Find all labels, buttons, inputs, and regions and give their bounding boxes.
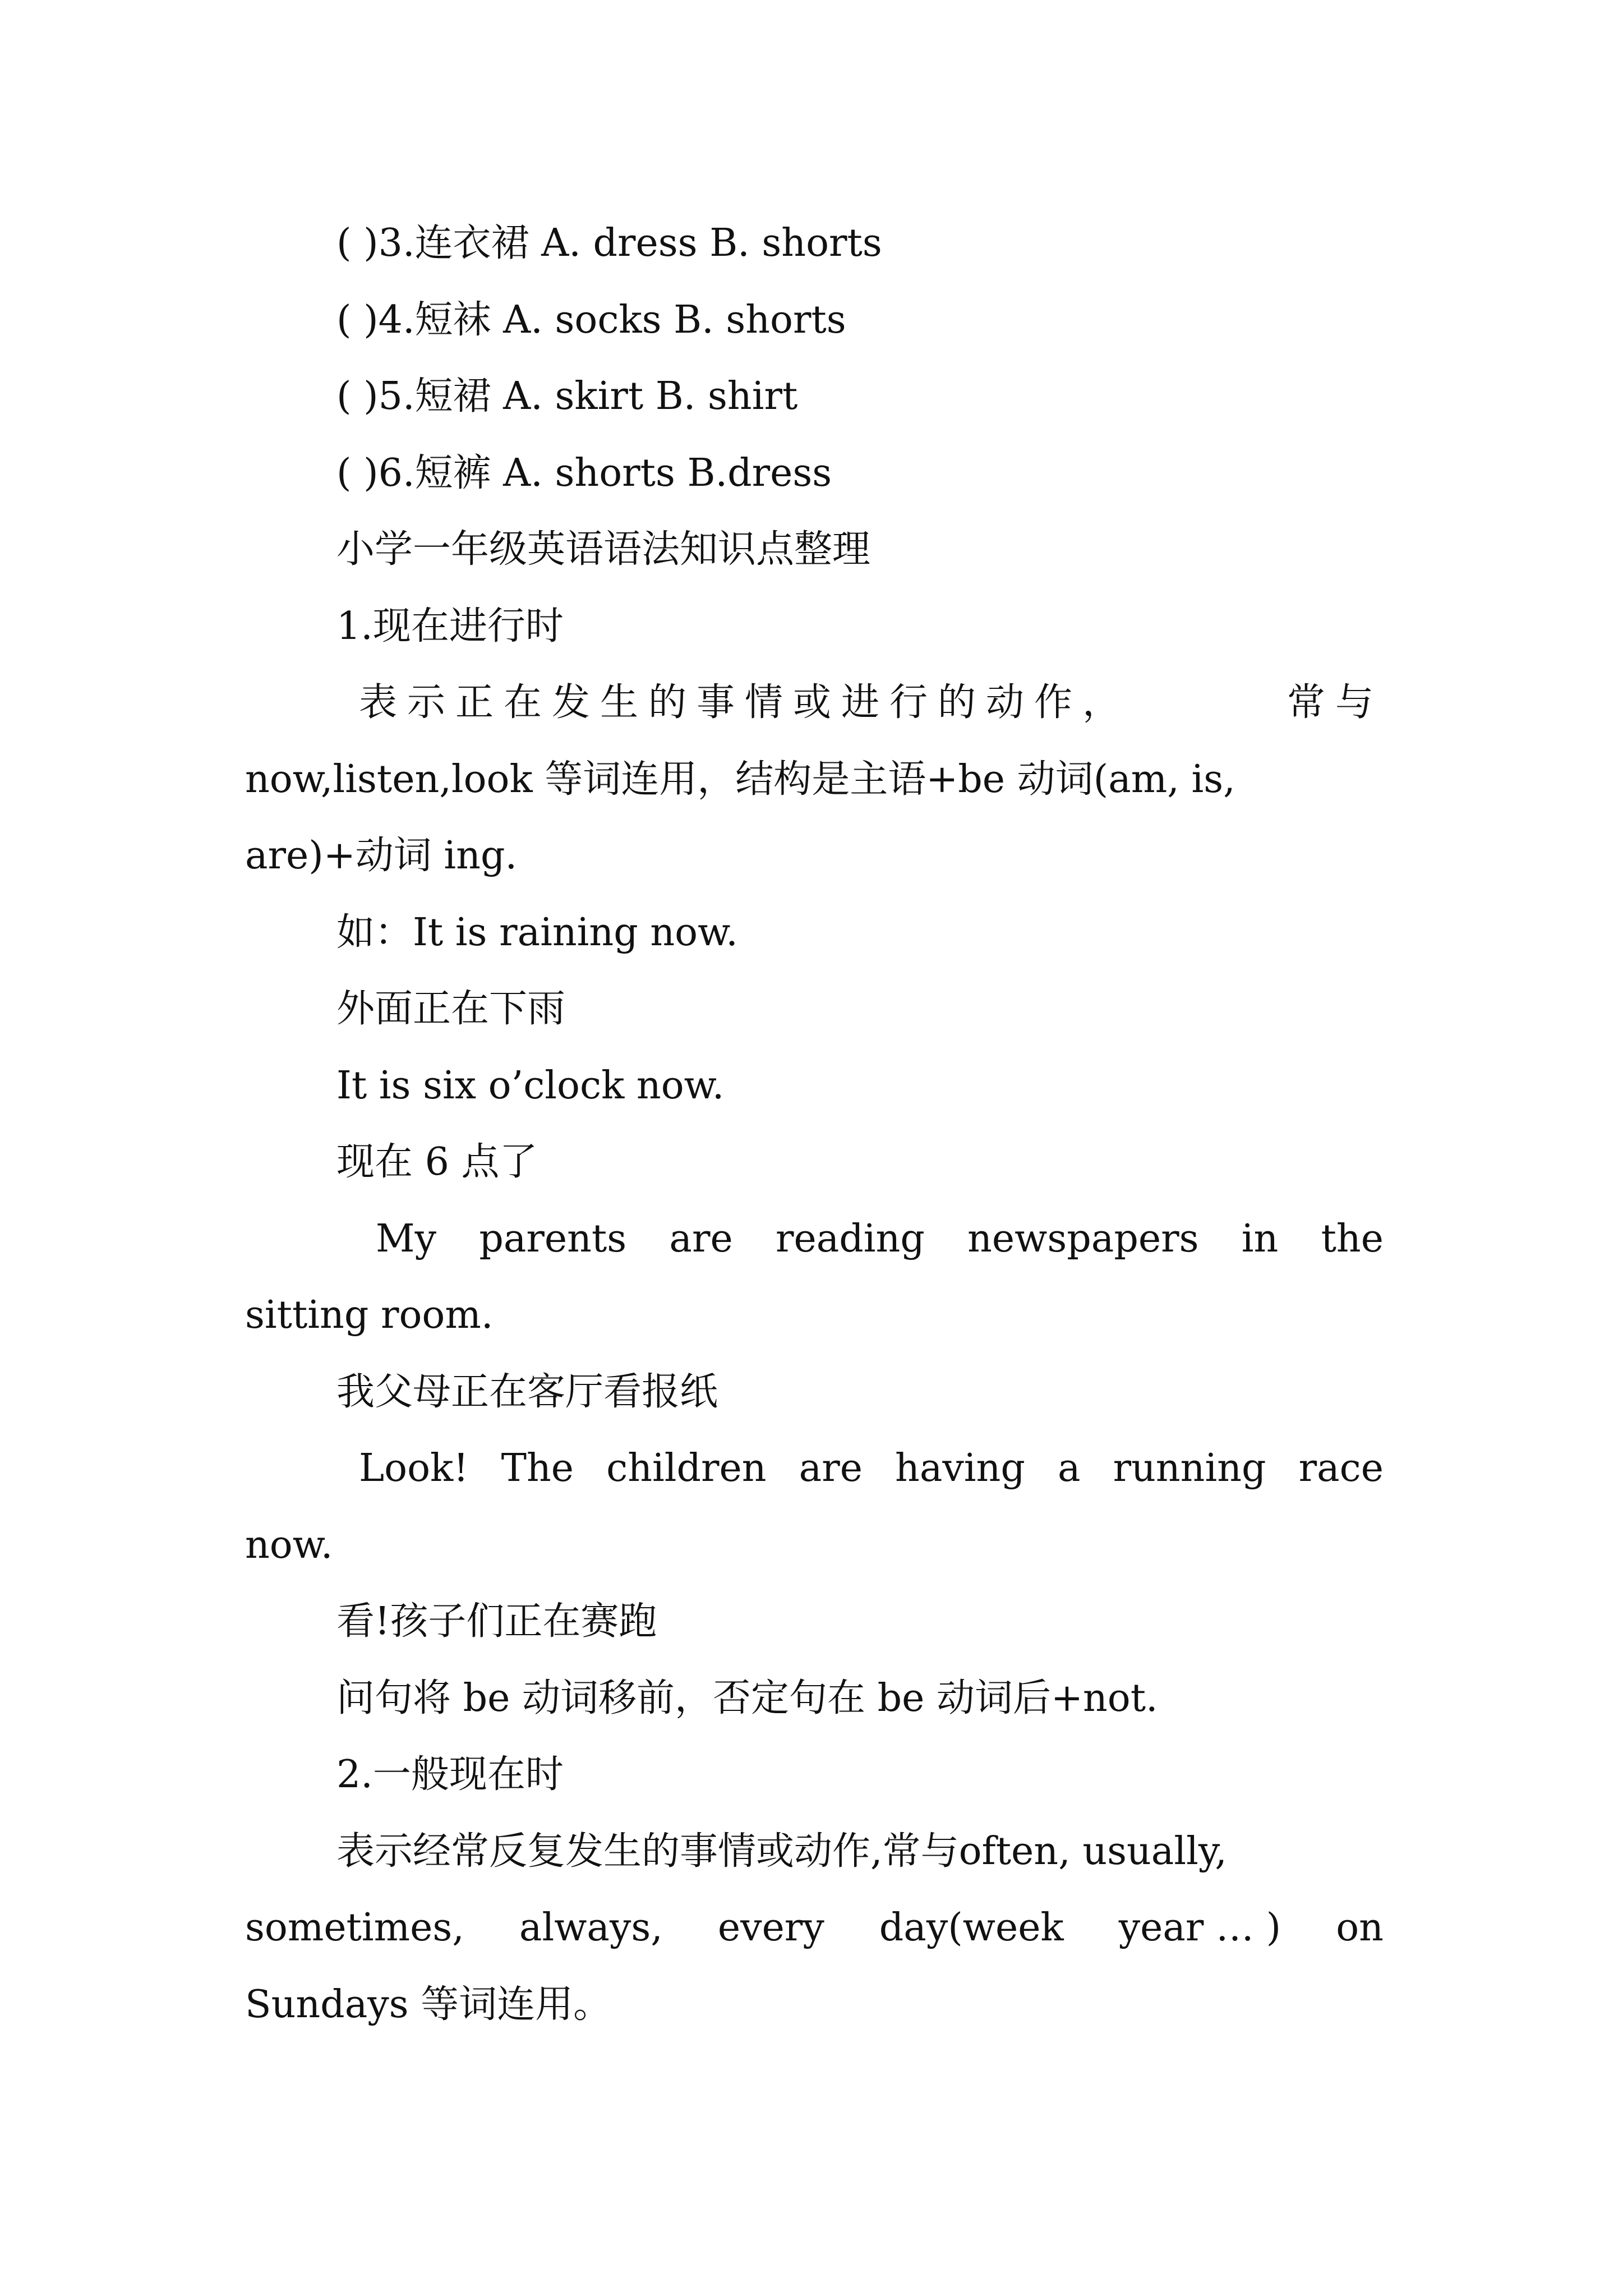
example-4-word: running — [1113, 1446, 1266, 1490]
quiz-item-3: ( )3.连衣裙 A. dress B. shorts — [336, 221, 882, 265]
example-4-word: Look! — [359, 1446, 469, 1490]
desc-word: always, — [519, 1906, 663, 1950]
present-continuous-desc-line-2: now,listen,look 等词连用，结构是主语+be 动词(am, is, — [245, 757, 1235, 802]
example-4-word: race — [1298, 1446, 1384, 1490]
simple-present-desc-line-3: Sundays 等词连用。 — [245, 1982, 612, 2027]
simple-present-desc-line-2 — [245, 1906, 1384, 1950]
heading-present-continuous: 1.现在进行时 — [336, 604, 564, 648]
example-3-line-2: sitting room. — [245, 1293, 494, 1337]
desc-word: day(week — [879, 1906, 1064, 1950]
example-1-translation: 外面正在下雨 — [336, 987, 566, 1031]
example-3-word: reading — [775, 1217, 925, 1261]
quiz-item-4: ( )4.短袜 A. socks B. shorts — [336, 298, 846, 342]
example-3-word: are — [669, 1217, 733, 1261]
example-3-word: the — [1321, 1217, 1384, 1261]
example-4-line-1 — [359, 1446, 1384, 1490]
desc-line-1-tail: 常与 — [1287, 680, 1384, 725]
example-2: It is six o’clock now. — [336, 1064, 725, 1108]
example-4-word: having — [895, 1446, 1025, 1490]
section-title: 小学一年级英语语法知识点整理 — [336, 527, 871, 572]
desc-word: sometimes, — [245, 1906, 464, 1950]
desc-word: every — [717, 1906, 824, 1950]
example-4-word: a — [1057, 1446, 1081, 1490]
simple-present-desc-line-1: 表示经常反复发生的事情或动作,常与often, usually, — [336, 1829, 1227, 1874]
present-continuous-desc-line-1 — [359, 680, 1384, 725]
question-negation-note: 问句将 be 动词移前，否定句在 be 动词后+not. — [336, 1676, 1158, 1720]
example-3-word: in — [1241, 1217, 1279, 1261]
quiz-item-5: ( )5.短裙 A. skirt B. shirt — [336, 374, 798, 418]
example-2-translation: 现在 6 点了 — [336, 1140, 538, 1184]
example-4-translation: 看!孩子们正在赛跑 — [336, 1599, 657, 1644]
present-continuous-desc-line-3: are)+动词 ing. — [245, 834, 518, 878]
quiz-item-6: ( )6.短裤 A. shorts B.dress — [336, 451, 832, 495]
example-4-word: The — [501, 1446, 574, 1490]
example-4-word: are — [799, 1446, 863, 1490]
example-4-word: children — [606, 1446, 767, 1490]
example-3-word: parents — [479, 1217, 627, 1261]
example-3-word: newspapers — [967, 1217, 1199, 1261]
example-1: 如：It is raining now. — [336, 910, 738, 955]
example-3-translation: 我父母正在客厅看报纸 — [336, 1370, 718, 1414]
desc-word: on — [1336, 1906, 1384, 1950]
desc-line-1-text: 表示正在发生的事情或进行的动作， — [359, 680, 1131, 725]
example-3-word: My — [376, 1217, 437, 1261]
heading-simple-present: 2.一般现在时 — [336, 1752, 564, 1797]
example-3-line-1 — [376, 1217, 1384, 1261]
example-4-line-2: now. — [245, 1523, 333, 1567]
desc-word: year … ) — [1118, 1906, 1281, 1950]
